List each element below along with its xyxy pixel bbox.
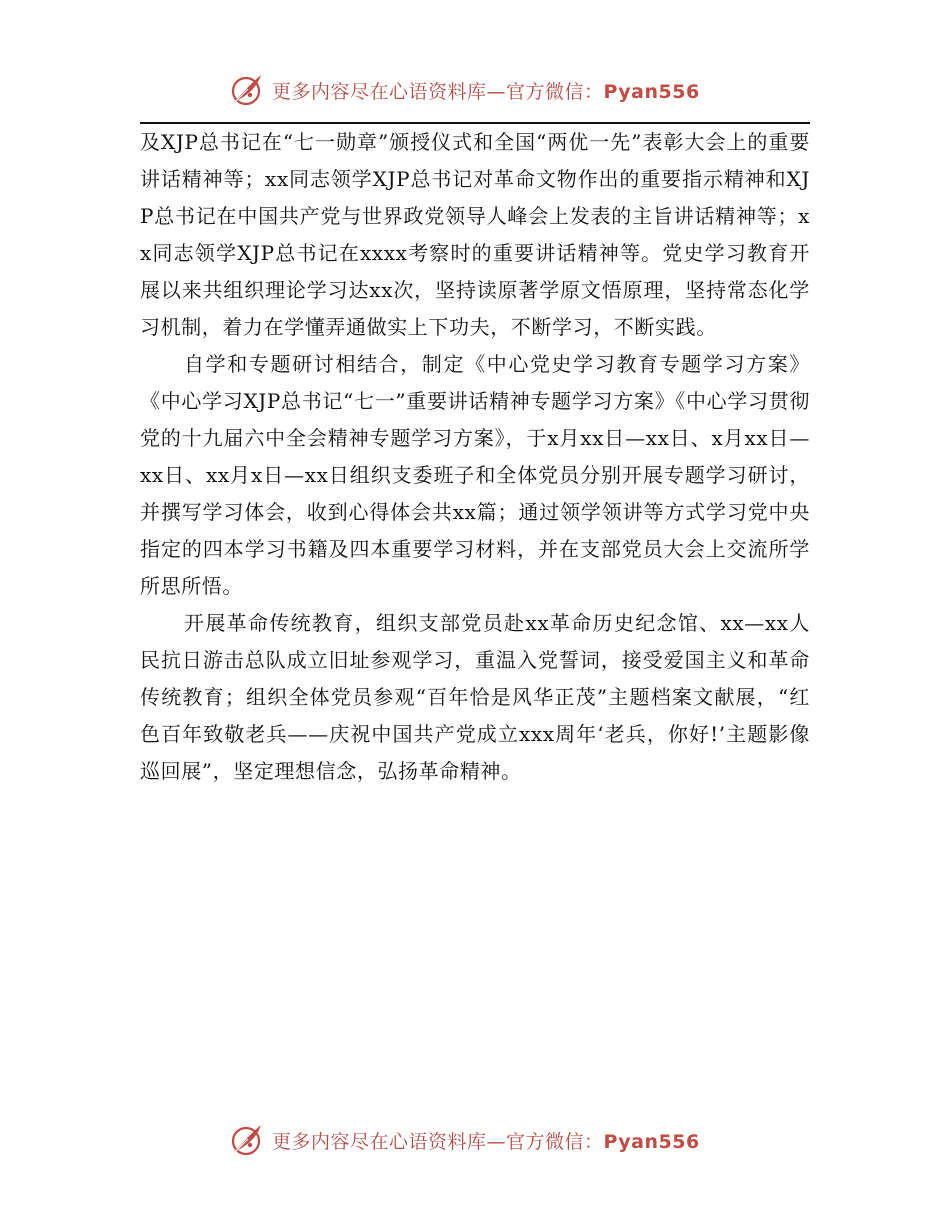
header-banner-text: 更多内容尽在心语资料库—官方微信：Pyan556 xyxy=(272,80,700,103)
header-banner xyxy=(228,70,700,110)
header-brand: Pyan556 xyxy=(603,80,700,103)
feather-pen-logo-icon xyxy=(228,72,264,108)
document-body xyxy=(140,124,810,790)
footer-banner-text: 更多内容尽在心语资料库—官方微信：Pyan556 xyxy=(272,1130,700,1153)
footer-banner xyxy=(228,1120,700,1160)
paragraph-1: 及XJP总书记在“七一勋章”颁授仪式和全国“两优一先”表彰大会上的重要讲话精神等；xx同志领学XJP总书记对革命文物作出的重要指示精神和XJP总书记在中国共产党与世界政党领导人峰会上发表的主旨讲话精神等；xx同志领学XJP总书记在xxxx考察时的重要讲话精神等。党史学习教育开展以来共组织理论学习达xx次，坚持读原著学原文悟原理，坚持常态化学习机制，着力在学懂弄通做实上下功夫，不断学习，不断实践。 xyxy=(140,130,810,339)
paragraph-2: 自学和专题研讨相结合，制定《中心党史学习教育专题学习方案》《中心学习XJP总书记“七一”重要讲话精神专题学习方案》《中心学习贯彻党的十九届六中全会精神专题学习方案》，于x月xx日—xx日、x月xx日—xx日、xx月x日—xx日组织支委班子和全体党员分别开展专题学习研讨，并撰写学习体会，收到心得体会共xx篇；通过领学领讲等方式学习党中央指定的四本学习书籍及四本重要学习材料，并在支部党员大会上交流所学所思所悟。 xyxy=(140,352,810,598)
footer-brand: Pyan556 xyxy=(603,1130,700,1153)
paragraph-3: 开展革命传统教育，组织支部党员赴xx革命历史纪念馆、xx—xx人民抗日游击总队成立旧址参观学习，重温入党誓词，接受爱国主义和革命传统教育；组织全体党员参观“百年恰是风华正茂”主题档案文献展，“红色百年致敬老兵——庆祝中国共产党成立xxx周年‘老兵，你好!’主题影像巡回展”，坚定理想信念，弘扬革命精神。 xyxy=(140,611,810,783)
feather-pen-logo-icon xyxy=(228,1122,264,1158)
